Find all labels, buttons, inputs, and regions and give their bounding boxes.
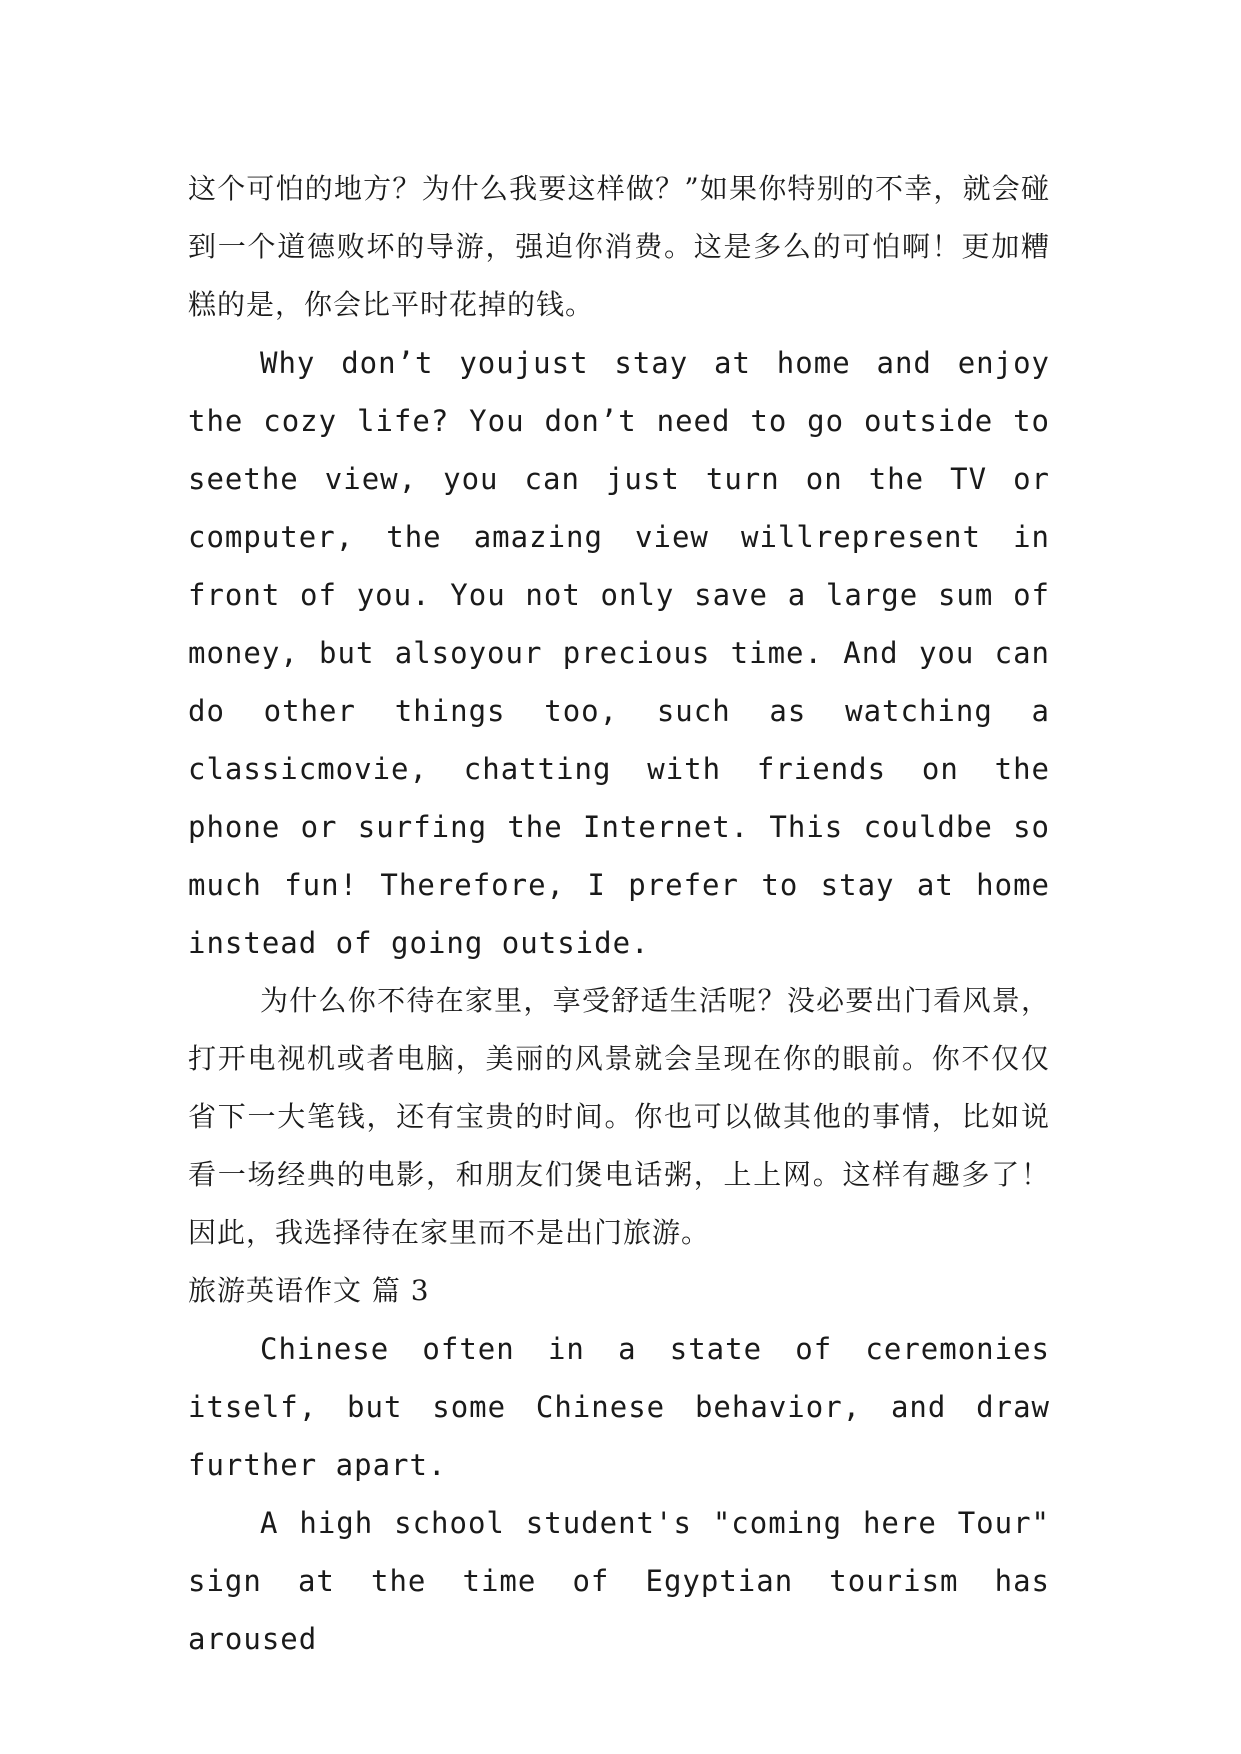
paragraph-english-3: A high school student's "coming here Tour" sign at the time of Egyptian tourism has aroused: [188, 1506, 1050, 1656]
paragraph-chinese-1: 这个可怕的地方？为什么我要这样做？”如果你特别的不幸，就会碰到一个道德败坏的导游，强迫你消费。这是多么的可怕啊！更加糟糕的是，你会比平时花掉的钱。: [188, 172, 1050, 321]
document-body: [188, 160, 1050, 1668]
paragraph-english-1: Why don’t youjust stay at home and enjoy the cozy life? You don’t need to go outside to seethe view, you can just turn on the TV or computer, the amazing view willrepresent in front of you. You not only save a large sum of money, but alsoyour precious time. And you can do other things too, such as watching a classicmovie, chatting with friends on the phone or surfing the Internet. This couldbe so much fun! Therefore, I prefer to stay at home instead of going outside.: [188, 346, 1050, 960]
paragraph-chinese-2: 为什么你不待在家里，享受舒适生活呢？没必要出门看风景，打开电视机或者电脑，美丽的风景就会呈现在你的眼前。你不仅仅省下一大笔钱，还有宝贵的时间。你也可以做其他的事情，比如说看一场经典的电影，和朋友们煲电话粥，上上网。这样有趣多了！因此，我选择待在家里而不是出门旅游。: [188, 984, 1050, 1249]
paragraph-english-2: Chinese often in a state of ceremonies itself, but some Chinese behavior, and draw further apart.: [188, 1332, 1050, 1482]
section-heading: 旅游英语作文 篇 3: [188, 1274, 430, 1307]
